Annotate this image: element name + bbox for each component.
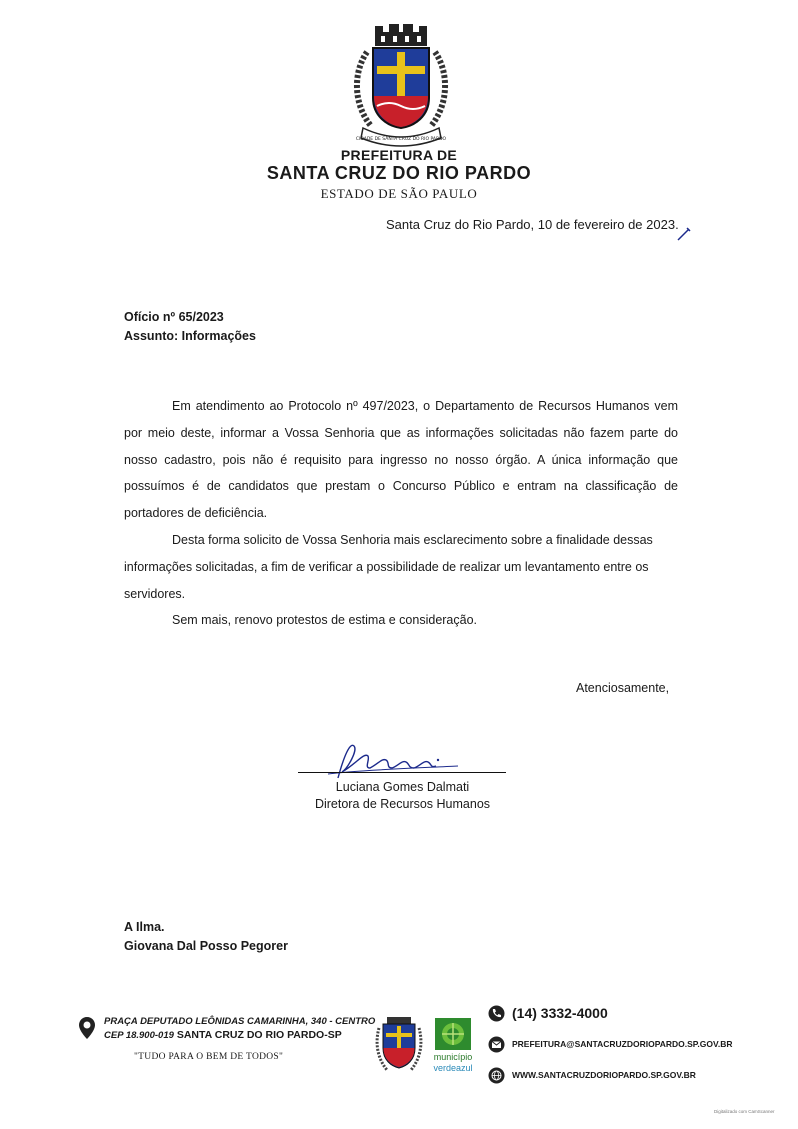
body-paragraph-3: Sem mais, renovo protestos de estima e consideração. [172,613,478,628]
footer-phone: (14) 3332-4000 [512,1005,608,1021]
footer-email: PREFEITURA@SANTACRUZDORIOPARDO.SP.GOV.BR [512,1039,733,1049]
handwritten-signature [298,738,508,784]
signer-role: Diretora de Recursos Humanos [314,797,491,811]
scanner-watermark: Digitalizado com CamScanner [714,1109,775,1114]
municipio-verdeazul-logo [430,1017,476,1075]
footer-city-state: SANTA CRUZ DO RIO PARDO-SP [176,1029,342,1041]
footer-cep: CEP 18.900-019 [104,1030,174,1041]
email-icon [488,1036,505,1053]
letter-body [124,393,678,634]
signature-line [298,772,506,773]
crest-motto: CIDADE DE SANTA CRUZ DO RIO PARDO [355,137,447,142]
subject-line: Assunto: Informações [124,329,256,343]
recipient-name: Giovana Dal Posso Pegorer [124,939,288,953]
verdeazul-label-1: município [433,1052,473,1062]
header-state: ESTADO DE SÃO PAULO [320,186,478,201]
verdeazul-label-2: verdeazul [433,1063,473,1073]
body-paragraph-2: Desta forma solicito de Vossa Senhoria mais esclarecimento sobre a finalidade dessas informações solicitadas, a fim de verificar a possibilidade de realizar um levantamento entre os servidores. [124,532,653,601]
date-line: Santa Cruz do Rio Pardo, 10 de fevereiro de 2023. [386,217,679,232]
recipient-title: A Ilma. [124,920,165,934]
signer-name: Luciana Gomes Dalmati [335,780,470,794]
header-city: SANTA CRUZ DO RIO PARDO [266,163,532,183]
footer-crest-logo [375,1014,423,1076]
pen-mark-icon [676,226,692,242]
location-pin-icon [78,1016,96,1040]
footer-slogan: "TUDO PARA O BEM DE TODOS" [134,1052,284,1062]
globe-icon [488,1067,505,1084]
oficio-number: Ofício nº 65/2023 [124,310,224,324]
phone-icon [488,1005,505,1022]
verdeazul-leaf-icon [430,1017,476,1051]
header-prefeitura: PREFEITURA DE [340,147,458,163]
closing-text: Atenciosamente, [576,681,670,695]
municipal-crest-logo [345,22,457,150]
footer-address-line-1: PRAÇA DEPUTADO LEÔNIDAS CAMARINHA, 340 - CENTRO [104,1016,376,1027]
footer-address-line-2 [104,1029,342,1041]
body-paragraph-1: Em atendimento ao Protocolo nº 497/2023, o Departamento de Recursos Humanos vem por meio deste, informar a Vossa Senhoria que as informações solicitadas não fazem parte do nosso cadastro, pois não é requisito para ingresso no nosso órgão. A única informação que possuímos é de candidatos que prestam o Concurso Público e entram na classificação de portadores de deficiência. [124,399,678,521]
footer-website: WWW.SANTACRUZDORIOPARDO.SP.GOV.BR [512,1070,696,1080]
